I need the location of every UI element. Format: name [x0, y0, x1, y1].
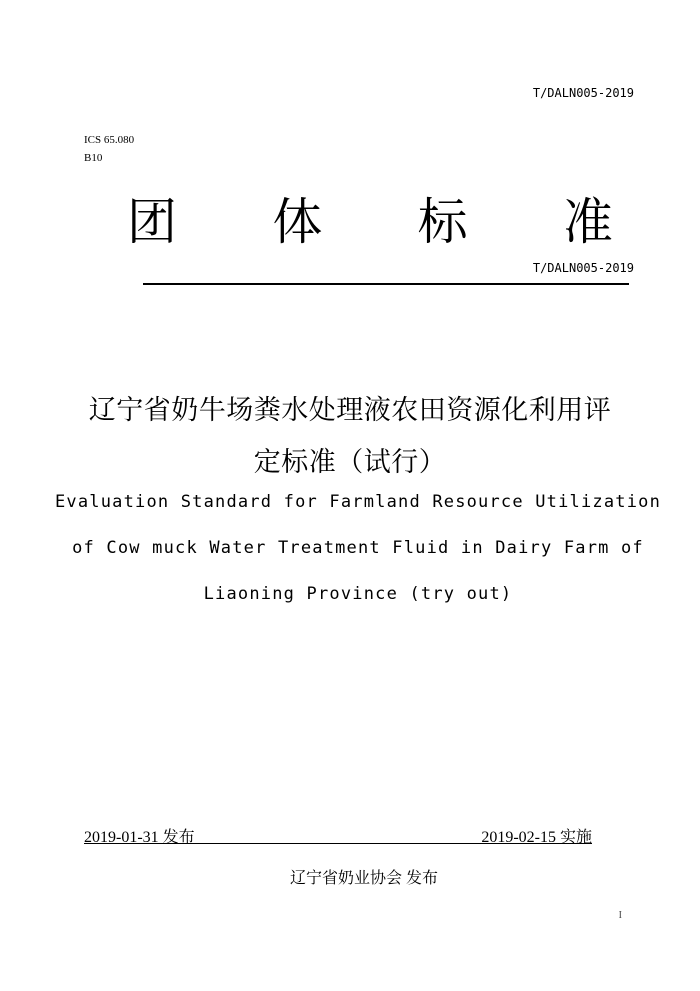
title-zh-line-2: 定标准（试行）: [253, 447, 447, 478]
page-number: I: [618, 910, 622, 921]
footer-divider: [84, 843, 592, 844]
standard-type-char-1: 团: [127, 193, 177, 251]
standard-type-heading: [120, 190, 620, 254]
title-en-line-2: of Cow muck Water Treatment Fluid in Dairy Farm of: [72, 538, 644, 558]
title-en-line-3: Liaoning Province (try out): [203, 584, 513, 604]
header-divider: [143, 283, 629, 285]
implementation-date: 2019-02-15 实施: [481, 829, 592, 846]
issuing-organization: 辽宁省奶业协会 发布: [290, 870, 439, 887]
document-code-mid: T/DALN005-2019: [532, 261, 634, 275]
release-date: 2019-01-31 发布: [84, 829, 195, 846]
document-code-top: T/DALN005-2019: [532, 86, 634, 100]
title-en-line-1: Evaluation Standard for Farmland Resource Utilization: [54, 492, 662, 512]
standard-type-char-2: 体: [272, 193, 323, 251]
ccs-code: B10: [84, 152, 103, 164]
title-zh-line-1: 辽宁省奶牛场粪水处理液农田资源化利用评: [88, 395, 612, 426]
standard-type-char-3: 标: [417, 193, 468, 251]
standard-type-char-4: 准: [562, 193, 613, 251]
ics-code: ICS 65.080: [84, 134, 135, 146]
